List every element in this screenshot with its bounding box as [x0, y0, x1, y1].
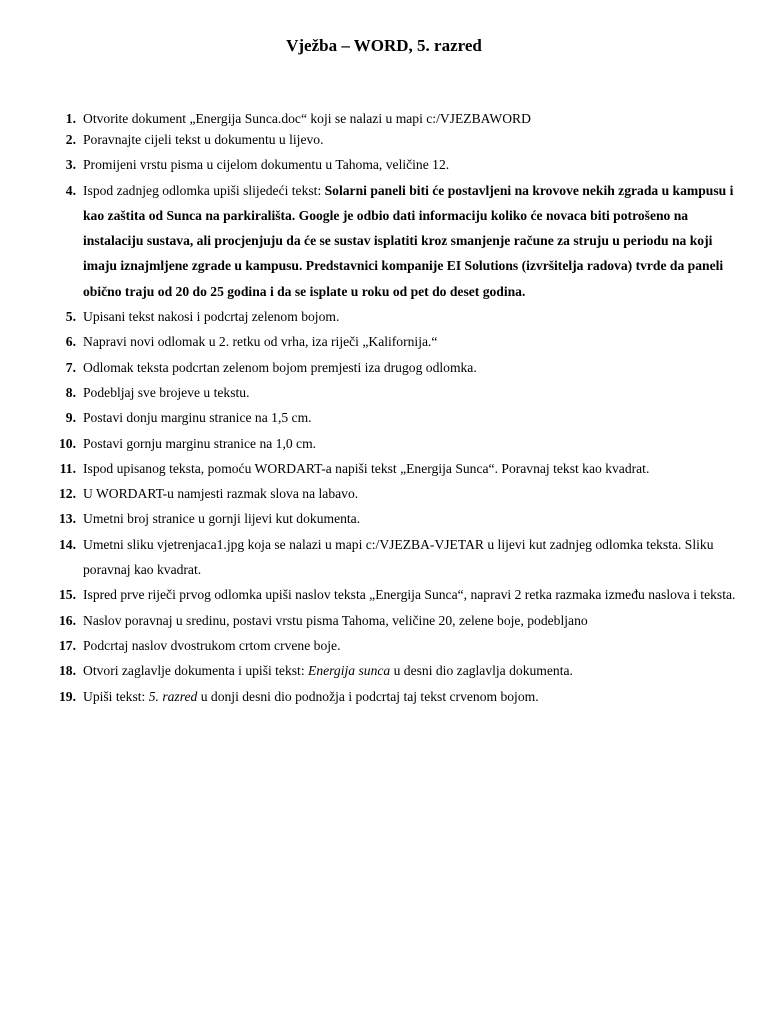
task-text-part: Podebljaj sve brojeve u tekstu.: [83, 384, 250, 400]
task-item: [38, 178, 738, 304]
task-number: 10.: [59, 435, 76, 451]
task-text-part: u donji desni dio podnožja i podcrtaj taj tekst crvenom bojom.: [197, 688, 539, 704]
task-text: [83, 481, 738, 506]
task-number: 16.: [59, 612, 76, 628]
task-list: [38, 106, 738, 709]
task-item: [38, 481, 738, 506]
task-text-part: Postavi gornju marginu stranice na 1,0 cm.: [83, 435, 317, 451]
task-item: [38, 608, 738, 633]
task-number: 8.: [65, 384, 76, 400]
task-text: [83, 633, 738, 658]
task-text: [83, 131, 738, 148]
task-text: [83, 106, 738, 131]
task-number: 2.: [65, 132, 76, 148]
task-text-part: Umetni sliku vjetrenjaca1.jpg koja se nalazi u mapi c:/VJEZBA-VJETAR u lijevi kut zadnjeg odlomka teksta. Sliku poravnaj kao kvadrat.: [83, 536, 714, 578]
task-text-italic: 5. razred: [148, 688, 198, 704]
task-item: [38, 106, 738, 131]
task-text-italic: Energija sunca: [308, 663, 391, 679]
task-number: 13.: [59, 511, 76, 527]
task-item: [38, 152, 738, 177]
task-text: [83, 178, 738, 304]
task-text-part: Ispod zadnjeg odlomka upiši slijedeći tekst:: [83, 182, 325, 198]
task-item: [38, 380, 738, 405]
task-text: [83, 152, 738, 177]
task-text-part: Naslov poravnaj u sredinu, postavi vrstu pisma Tahoma, veličine 20, zelene boje, podebljano: [83, 612, 588, 628]
task-number: 17.: [59, 637, 76, 653]
task-number: 12.: [59, 486, 76, 502]
task-text-part: Napravi novi odlomak u 2. retku od vrha, iza riječi „Kalifornija.“: [83, 334, 438, 350]
task-item: [38, 684, 738, 709]
task-item: [38, 532, 738, 583]
task-text-part: Upiši tekst:: [83, 688, 149, 704]
task-number: 11.: [59, 460, 76, 476]
task-text: [83, 582, 738, 607]
task-text: [83, 355, 738, 380]
task-text-part: Podcrtaj naslov dvostrukom crtom crvene boje.: [83, 637, 341, 653]
task-text: [83, 431, 738, 456]
task-item: [38, 456, 738, 481]
task-text-part: u desni dio zaglavlja dokumenta.: [390, 663, 573, 679]
task-item: [38, 658, 738, 683]
task-number: 3.: [65, 157, 76, 173]
task-text-bold: Solarni paneli biti će postavljeni na krovove nekih zgrada u kampusu i kao zaštita od Sunca na parkirališta. Google je odbio dati informaciju koliko će novaca biti potrošeno na instalaciju sustava, ali procjenjuju da će se sustav isplatiti kroz smanjenje račune za struju u periodu na koji imaju iznajmljene zgrade u kampusu. Predstavnici kompanije EI Solutions (izvršitelja radova) tvrde da paneli obično traju od 20 do 25 godina i da se isplate u roku od pet do deset godina.: [83, 182, 734, 299]
task-text-part: Upisani tekst nakosi i podcrtaj zelenom bojom.: [83, 309, 340, 325]
task-text: [83, 405, 738, 430]
task-text: [83, 329, 738, 354]
task-item: [38, 405, 738, 430]
task-text-part: Promijeni vrstu pisma u cijelom dokumentu u Tahoma, veličine 12.: [83, 157, 450, 173]
task-item: [38, 329, 738, 354]
task-text-part: Umetni broj stranice u gornji lijevi kut dokumenta.: [83, 511, 361, 527]
task-text: [83, 456, 738, 481]
task-item: [38, 633, 738, 658]
task-text-part: Poravnajte cijeli tekst u dokumentu u lijevo.: [83, 132, 324, 148]
task-item: [38, 131, 738, 148]
task-number: 6.: [65, 334, 76, 350]
task-number: 7.: [65, 359, 76, 375]
task-text: [83, 532, 738, 583]
task-text-part: Odlomak teksta podcrtan zelenom bojom premjesti iza drugog odlomka.: [83, 359, 477, 375]
task-text-part: Ispred prve riječi prvog odlomka upiši naslov teksta „Energija Sunca“, napravi 2 retka razmaka između naslova i teksta.: [83, 587, 736, 603]
task-item: [38, 355, 738, 380]
task-text-part: U WORDART-u namjesti razmak slova na labavo.: [83, 486, 359, 502]
task-item: [38, 582, 738, 607]
document-title: Vježba – WORD, 5. razred: [286, 36, 482, 55]
task-item: [38, 431, 738, 456]
task-text: [83, 658, 738, 683]
task-number: 14.: [59, 536, 76, 552]
task-number: 4.: [65, 182, 76, 198]
task-number: 15.: [59, 587, 76, 603]
task-text-part: Ispod upisanog teksta, pomoću WORDART-a napiši tekst „Energija Sunca“. Poravnaj tekst kao kvadrat.: [83, 460, 650, 476]
task-item: [38, 304, 738, 329]
task-number: 9.: [65, 410, 76, 426]
task-text: [83, 380, 738, 405]
task-text: [83, 304, 738, 329]
task-number: 18.: [59, 663, 76, 679]
task-text-part: Postavi donju marginu stranice na 1,5 cm.: [83, 410, 312, 426]
task-item: [38, 506, 738, 531]
task-text: [83, 608, 738, 633]
task-number: 1.: [65, 111, 76, 126]
task-number: 5.: [65, 309, 76, 325]
task-text: [83, 506, 738, 531]
task-text-part: Otvori zaglavlje dokumenta i upiši tekst:: [83, 663, 309, 679]
task-text: [83, 684, 738, 709]
task-number: 19.: [59, 688, 76, 704]
task-text-part: Otvorite dokument „Energija Sunca.doc“ koji se nalazi u mapi c:/VJEZBAWORD: [83, 111, 531, 126]
